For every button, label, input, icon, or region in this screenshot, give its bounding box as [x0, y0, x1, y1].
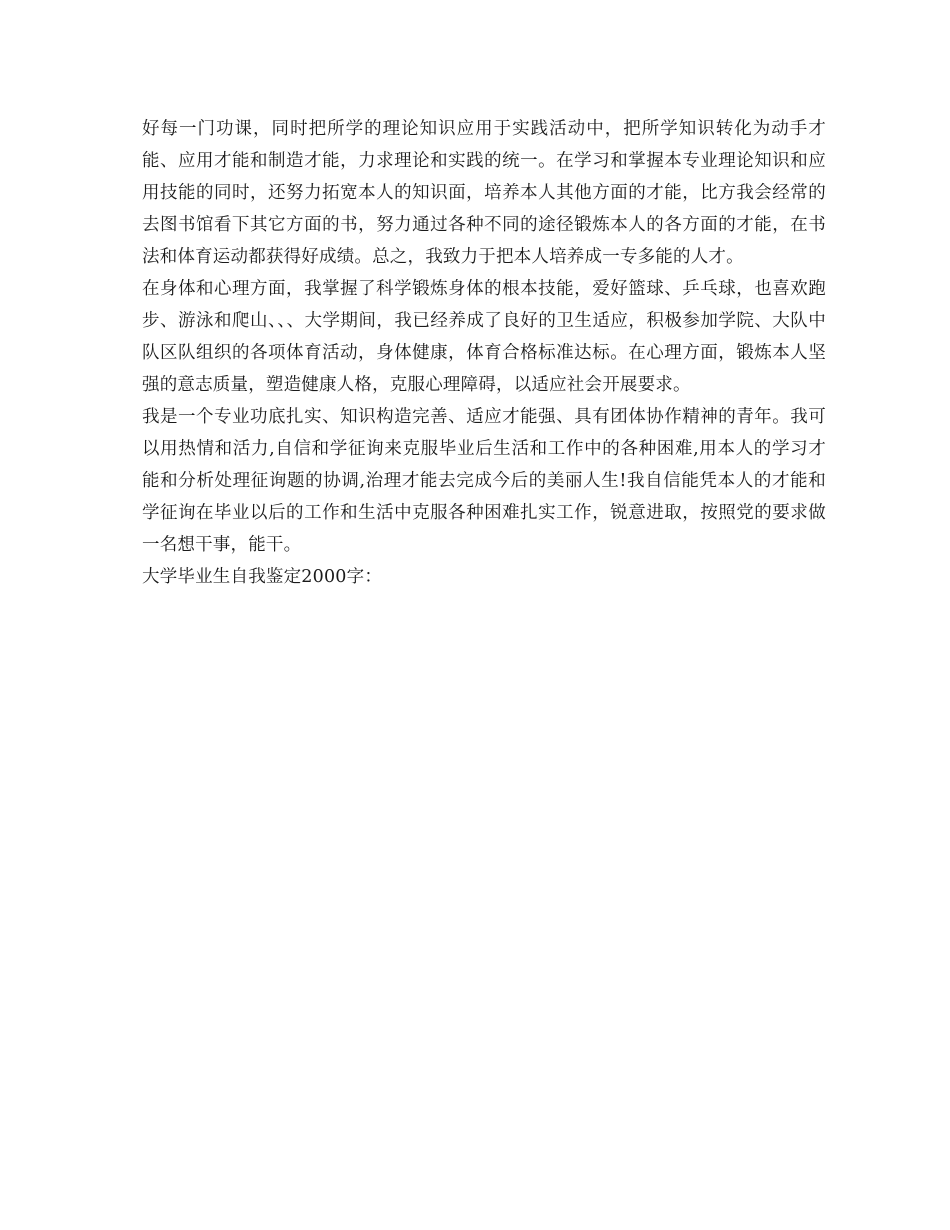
paragraph-heading-next: 大学毕业生自我鉴定2000字： — [142, 567, 383, 587]
document-body — [142, 113, 826, 593]
paragraph-study: 好每一门功课，同时把所学的理论知识应用于实践活动中，把所学知识转化为动手才能、应用才能和制造才能，力求理论和实践的统一。在学习和掌握本专业理论知识和应用技能的同时，还努力拓宽本人的知识面，培养本人其他方面的才能，比方我会经常的去图书馆看下其它方面的书，努力通过各种不同的途径锻炼本人的各方面的才能，在书法和体育运动都获得好成绩。总之，我致力于把本人培养成一专多能的人才。 — [142, 119, 826, 267]
paragraph-summary: 我是一个专业功底扎实、知识构造完善、适应才能强、具有团体协作精神的青年。我可以用热情和活力,自信和学征询来克服毕业后生活和工作中的各种困难,用本人的学习才能和分析处理征询题的协调,治理才能去完成今后的美丽人生!我自信能凭本人的才能和学征询在毕业以后的工作和生活中克服各种困难扎实工作，锐意进取，按照党的要求做一名想干事，能干。 — [142, 407, 826, 555]
paragraph-health: 在身体和心理方面，我掌握了科学锻炼身体的根本技能，爱好篮球、乒乓球，也喜欢跑步、游泳和爬山、、、大学期间，我已经养成了良好的卫生适应，积极参加学院、大队中队区队组织的各项体育活动，身体健康，体育合格标准达标。在心理方面，锻炼本人坚强的意志质量，塑造健康人格，克服心理障碍，以适应社会开展要求。 — [142, 279, 826, 395]
